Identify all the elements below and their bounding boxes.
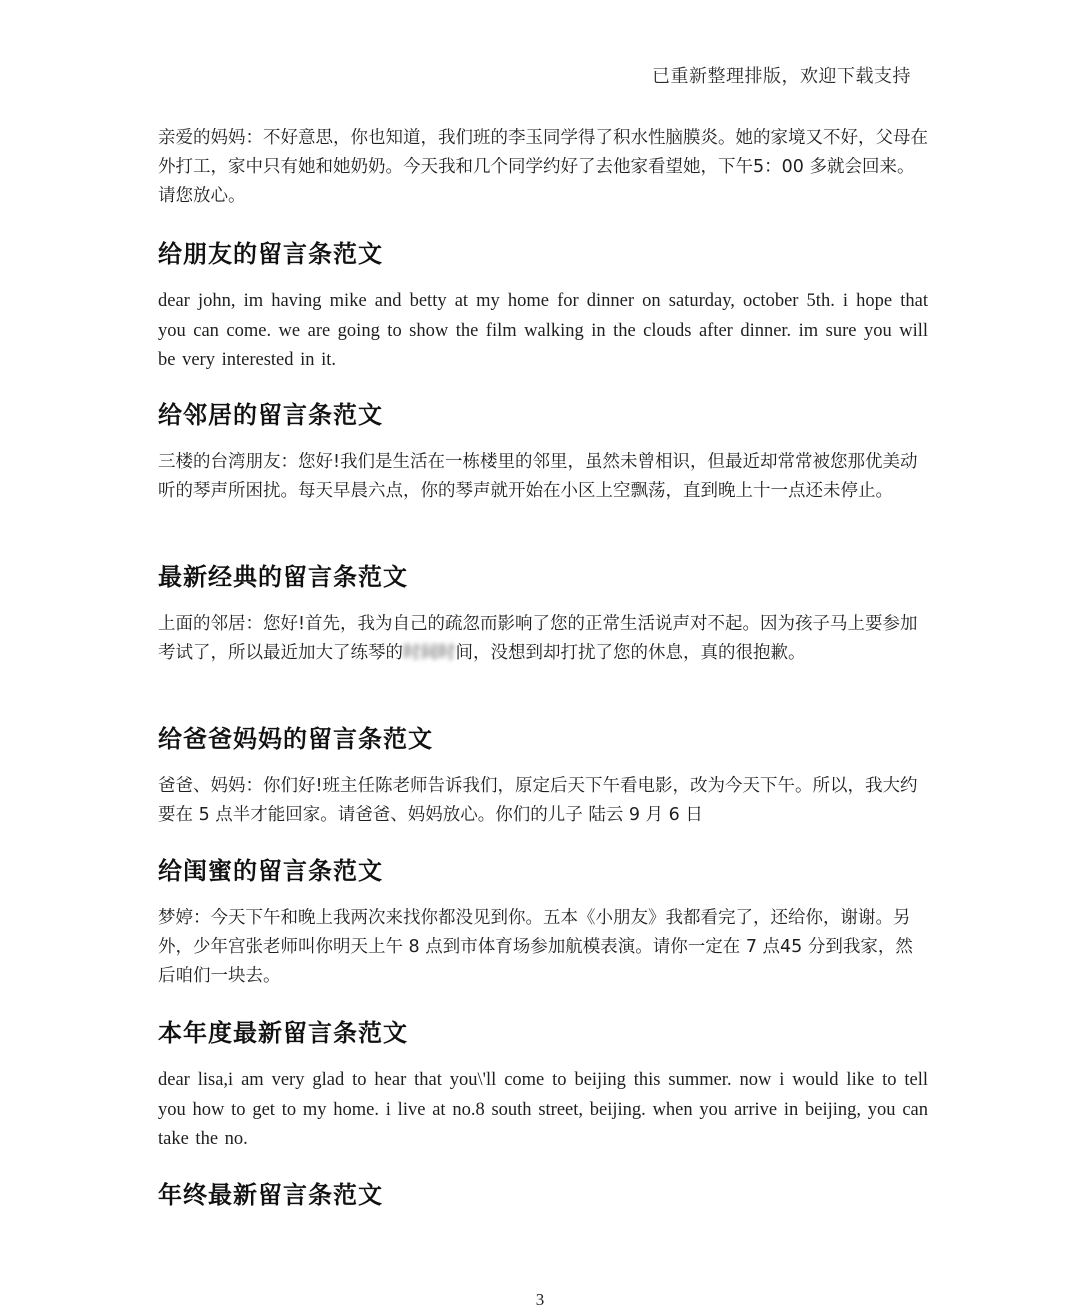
paragraph-neighbor-note: 三楼的台湾朋友：您好!我们是生活在一栋楼里的邻里，虽然未曾相识，但最近却常常被您那优美动听的琴声所困扰。每天早晨六点，你的琴声就开始在小区上空飘荡，直到晚上十一点还未停止。 [158, 452, 918, 501]
paragraph-classic-note [158, 610, 928, 668]
paragraph-bestie-note: 梦婷：今天下午和晚上我两次来找你都没见到你。五本《小朋友》我都看完了，还给你，谢谢。另外，少年宫张老师叫你明天上午 8 点到市体育场参加航模表演。请你一定在 7 点45 分到我家，然后咱们一块去。 [158, 908, 913, 986]
heading-friend-note: 给朋友的留言条范文 [158, 240, 383, 268]
heading-neighbor-note: 给邻居的留言条范文 [158, 401, 383, 429]
blurred-text: 时间时 [403, 643, 456, 663]
header-note: 已重新整理排版，欢迎下载支持 [652, 66, 911, 87]
heading-yearend-note: 年终最新留言条范文 [158, 1181, 383, 1209]
paragraph-text: 间，没想到却打扰了您的休息，真的很抱歉。 [455, 643, 806, 663]
paragraph-text: 上面的邻居：您好!首先，我为自己的疏忽而影响了您的正常生活说声对不起。因为孩子马上要参加考试了，所以最近加大了练琴的 [158, 614, 918, 663]
paragraph-parents-note: 爸爸、妈妈：你们好!班主任陈老师告诉我们，原定后天下午看电影，改为今天下午。所以，我大约要在 5 点半才能回家。请爸爸、妈妈放心。你们的儿子 陆云 9 月 6 日 [158, 776, 918, 825]
heading-parents-note: 给爸爸妈妈的留言条范文 [158, 725, 433, 753]
heading-annual-note: 本年度最新留言条范文 [158, 1019, 408, 1047]
paragraph-annual-note: dear lisa,i am very glad to hear that you\'ll come to beijing this summer. now i would like to tell you how to get to my home. i live at no.8 south street, beijing. when you arrive in beijing, you can take the no. [158, 1070, 928, 1149]
paragraph-mom-note: 亲爱的妈妈：不好意思，你也知道，我们班的李玉同学得了积水性脑膜炎。她的家境又不好，父母在外打工，家中只有她和她奶奶。今天我和几个同学约好了去他家看望她，下午5：00 多就会回来。请您放心。 [158, 128, 928, 206]
page-number: 3 [535, 1290, 545, 1309]
paragraph-friend-note: dear john, im having mike and betty at my home for dinner on saturday, october 5th. i hope that you can come. we are going to show the film walking in the clouds after dinner. im sure you will be very interested in it. [158, 291, 928, 370]
heading-classic-note: 最新经典的留言条范文 [158, 563, 408, 591]
heading-bestie-note: 给闺蜜的留言条范文 [158, 857, 383, 885]
